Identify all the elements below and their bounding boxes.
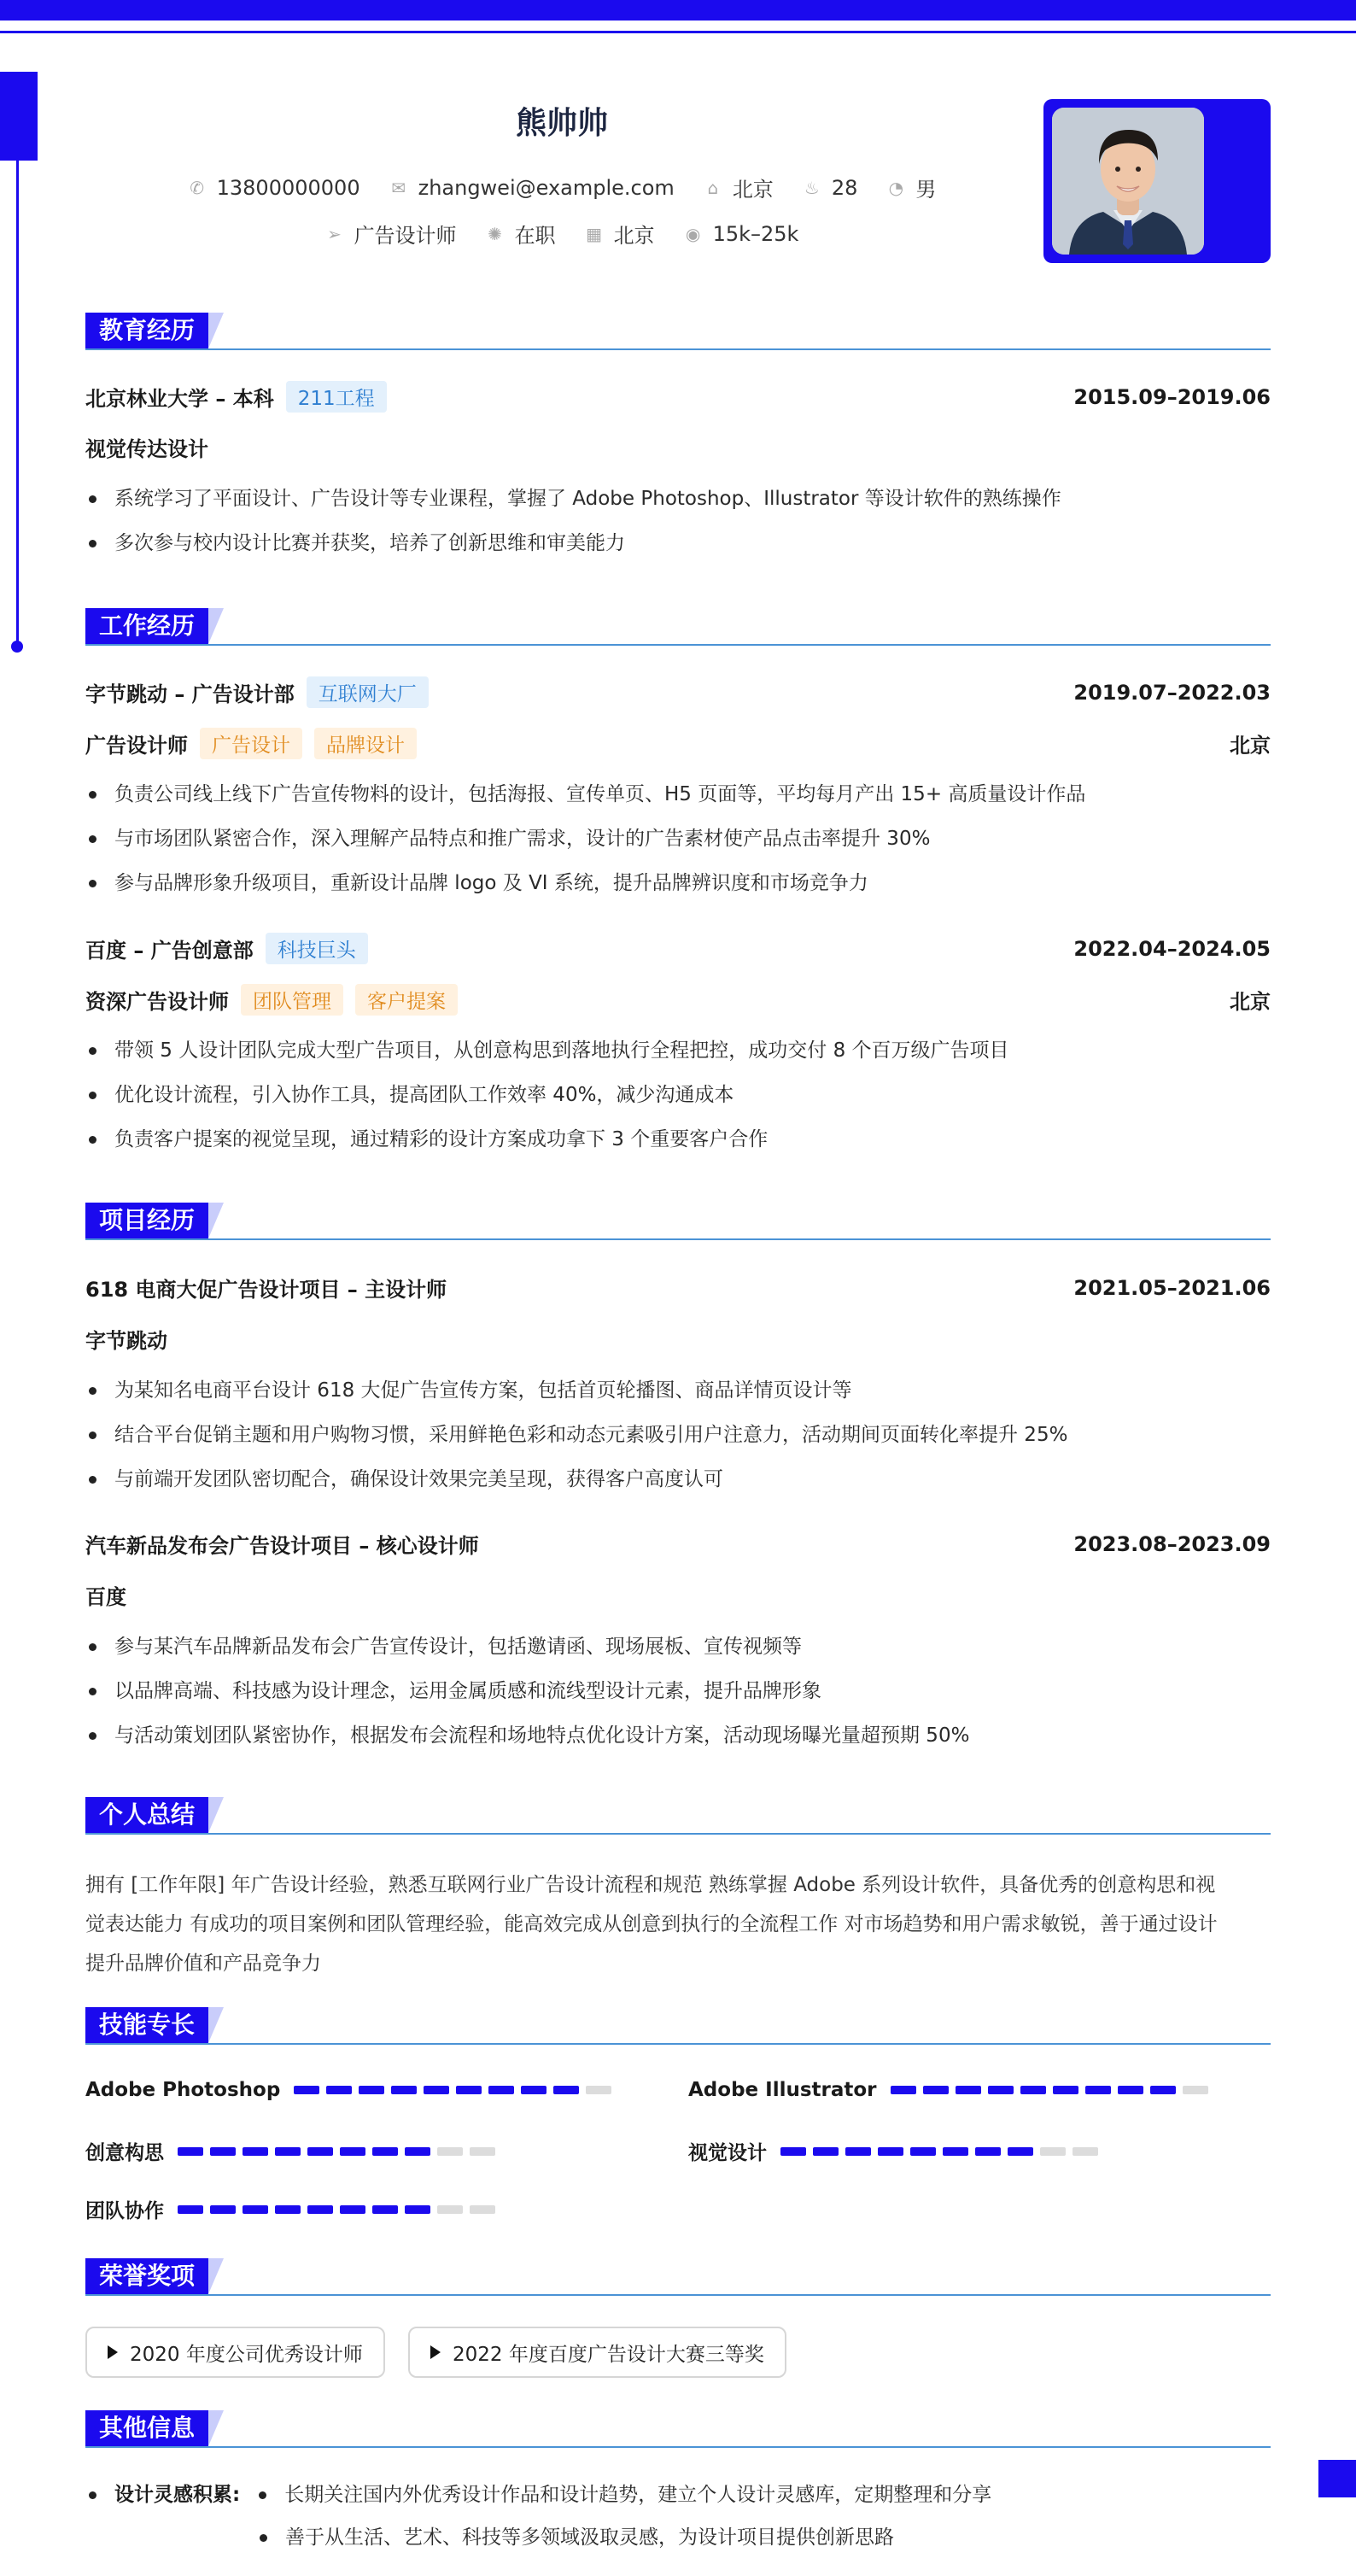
role-tag: 团队管理	[241, 984, 343, 1016]
job-role: 资深广告设计师	[85, 990, 229, 1014]
skill-segment-filled	[521, 2086, 546, 2094]
project-org-row	[85, 1324, 1271, 1354]
skill-segment-filled	[923, 2086, 949, 2094]
summary-line: 觉表达能力 有成功的项目案例和团队管理经验，能高效完成从创意到执行的全流程工作 对市场趋势和用户需求敏锐，善于通过设计	[85, 1913, 1218, 1935]
skill-segment-filled	[943, 2147, 968, 2156]
education-bullets	[85, 477, 1271, 565]
skill-segment-filled	[405, 2147, 430, 2156]
skill-item	[85, 2079, 611, 2101]
skill-segment-filled	[405, 2205, 430, 2214]
skill-segment-filled	[372, 2205, 398, 2214]
info-text: 广告设计师	[354, 224, 457, 248]
work-city: 北京	[1230, 734, 1271, 758]
skill-segment-filled	[878, 2147, 903, 2156]
salary-icon: ◉	[685, 223, 701, 244]
work-date: 2022.04–2024.05	[1073, 936, 1271, 961]
skill-name: Adobe Photoshop	[85, 2079, 281, 2101]
skill-name: 团队协作	[85, 2200, 164, 2222]
skill-segment-filled	[307, 2205, 333, 2214]
project-org: 字节跳动	[85, 1329, 167, 1353]
contact-row	[85, 173, 1038, 202]
work-date: 2019.07–2022.03	[1073, 680, 1271, 705]
role-tag: 客户提案	[355, 984, 458, 1016]
section-rule	[85, 2043, 1271, 2045]
role-tag: 品牌设计	[314, 728, 417, 759]
project-title: 汽车新品发布会广告设计项目 – 核心设计师	[85, 1534, 479, 1558]
top-accent-bar	[0, 0, 1356, 20]
skill-segment-empty	[586, 2086, 611, 2094]
info-text: 北京	[613, 224, 655, 248]
work-entry-header	[85, 676, 1271, 708]
award-text: 2022 年度百度广告设计大赛三等奖	[453, 2343, 764, 2366]
list-item: 多次参与校内设计比赛并获奖，培养了创新思维和审美能力	[85, 521, 1271, 565]
section-project-heading	[85, 1203, 1271, 1242]
section-rule	[85, 1833, 1271, 1835]
info-text: 13800000000	[216, 175, 360, 200]
section-rule	[85, 2446, 1271, 2448]
summary-line: 提升品牌价值和产品竞争力	[85, 1952, 321, 1975]
skill-item	[688, 2079, 1208, 2101]
info-text: 北京	[732, 178, 774, 202]
section-rule	[85, 1238, 1271, 1240]
list-item	[85, 2474, 1271, 2516]
skill-item	[85, 2137, 495, 2165]
sub-list-item: 长期关注国内外优秀设计作品和设计趋势，建立个人设计灵感库，定期整理和分享	[252, 2474, 991, 2516]
skill-segment-filled	[975, 2147, 1001, 2156]
play-triangle-icon	[108, 2345, 118, 2359]
skill-segment-filled	[178, 2205, 203, 2214]
photo-frame	[1043, 99, 1271, 263]
section-title: 教育经历	[85, 313, 208, 348]
skill-segment-filled	[845, 2147, 871, 2156]
skill-segment-filled	[1118, 2086, 1143, 2094]
skill-segment-filled	[1020, 2086, 1046, 2094]
education-entry-header	[85, 381, 1271, 413]
skill-level-bar	[178, 2205, 495, 2214]
award-text: 2020 年度公司优秀设计师	[130, 2343, 363, 2366]
section-title: 其他信息	[85, 2410, 208, 2446]
section-title: 技能专长	[85, 2007, 208, 2043]
skill-segment-filled	[307, 2147, 333, 2156]
skill-segment-filled	[891, 2086, 916, 2094]
section-summary-heading	[85, 1797, 1271, 1836]
info-item	[684, 222, 799, 246]
work-bullets	[85, 772, 1271, 905]
skill-segment-filled	[910, 2147, 936, 2156]
candidate-name: 熊帅帅	[515, 106, 608, 141]
other-key: 设计灵感积累:	[114, 2484, 241, 2506]
school-name: 北京林业大学 – 本科	[85, 387, 274, 411]
info-text: 15k–25k	[712, 221, 799, 246]
skill-segment-empty	[1040, 2147, 1066, 2156]
section-awards-heading	[85, 2258, 1271, 2298]
section-title: 项目经历	[85, 1203, 208, 1238]
project-org: 百度	[85, 1585, 126, 1609]
home-icon: ⌂	[707, 177, 719, 198]
project-org-row	[85, 1580, 1271, 1610]
list-item: 与前端开发团队密切配合，确保设计效果完美呈现，获得客户高度认可	[85, 1457, 1271, 1502]
skill-segment-filled	[243, 2147, 268, 2156]
list-item: 以品牌高端、科技感为设计理念，运用金属质感和流线型设计元素，提升品牌形象	[85, 1669, 1271, 1713]
section-rule	[85, 2294, 1271, 2296]
skill-segment-filled	[294, 2086, 319, 2094]
skill-segment-filled	[340, 2147, 365, 2156]
info-text: 28	[831, 175, 858, 200]
skill-segment-filled	[553, 2086, 579, 2094]
skill-segment-empty	[1073, 2147, 1098, 2156]
project-date: 2023.08–2023.09	[1073, 1531, 1271, 1556]
info-item	[486, 219, 556, 249]
skill-segment-filled	[456, 2086, 482, 2094]
company-name: 字节跳动 – 广告设计部	[85, 682, 295, 706]
job-intent-row	[85, 219, 1038, 249]
summary-line: 拥有 [工作年限] 年广告设计经验，熟悉互联网行业广告设计流程和规范 熟练掌握 Adobe 系列设计软件，具备优秀的创意构思和视	[85, 1874, 1216, 1896]
corner-accent-block	[1318, 2460, 1356, 2497]
skill-segment-filled	[813, 2147, 839, 2156]
info-item	[325, 219, 457, 249]
company-tag: 科技巨头	[266, 933, 368, 964]
skill-segment-empty	[470, 2205, 495, 2214]
award-chip	[85, 2327, 385, 2378]
skill-segment-filled	[488, 2086, 514, 2094]
mail-icon: ✉	[391, 177, 406, 198]
info-text: 在职	[514, 224, 556, 248]
company-tag: 互联网大厂	[307, 676, 429, 708]
list-item: 优化设计流程，引入协作工具，提高团队工作效率 40%，减少沟通成本	[85, 1073, 1271, 1117]
skill-segment-empty	[470, 2147, 495, 2156]
info-item	[585, 219, 655, 249]
skill-segment-empty	[437, 2205, 463, 2214]
section-rule	[85, 644, 1271, 646]
skill-segment-filled	[340, 2205, 365, 2214]
skill-segment-filled	[1085, 2086, 1111, 2094]
other-info	[85, 2474, 1271, 2549]
summary-text	[85, 1865, 1271, 1983]
skill-item	[85, 2195, 495, 2223]
school-tag: 211工程	[286, 381, 387, 413]
skill-level-bar	[780, 2147, 1098, 2156]
section-title: 荣誉奖项	[85, 2258, 208, 2294]
list-item: 参与品牌形象升级项目，重新设计品牌 logo 及 VI 系统，提升品牌辨识度和市场竞争力	[85, 861, 1271, 905]
building-icon: ▦	[586, 223, 603, 244]
section-title: 工作经历	[85, 608, 208, 644]
project-bullets	[85, 1625, 1271, 1758]
skill-level-bar	[891, 2086, 1208, 2094]
skill-level-bar	[178, 2147, 495, 2156]
resume-header	[85, 94, 1271, 273]
status-icon: ✺	[488, 223, 502, 244]
project-bullets	[85, 1368, 1271, 1502]
project-date: 2021.05–2021.06	[1073, 1275, 1271, 1300]
section-rule	[85, 348, 1271, 350]
list-item: 系统学习了平面设计、广告设计等专业课程，掌握了 Adobe Photoshop、Illustrator 等设计软件的熟练操作	[85, 477, 1271, 521]
list-item: 与市场团队紧密合作，深入理解产品特点和推广需求，设计的广告素材使产品点击率提升 30%	[85, 817, 1271, 861]
skill-segment-empty	[437, 2147, 463, 2156]
skill-segment-filled	[988, 2086, 1014, 2094]
top-accent-line	[0, 31, 1356, 33]
skill-segment-filled	[424, 2086, 449, 2094]
info-item	[803, 176, 858, 200]
education-date: 2015.09–2019.06	[1073, 384, 1271, 409]
section-skills-heading	[85, 2007, 1271, 2046]
skill-segment-filled	[275, 2205, 301, 2214]
list-item: 结合平台促销主题和用户购物习惯，采用鲜艳色彩和动态元素吸引用户注意力，活动期间页面转化率提升 25%	[85, 1413, 1271, 1457]
project-entry-header	[85, 1273, 1271, 1303]
skill-segment-filled	[956, 2086, 981, 2094]
section-education-heading	[85, 313, 1271, 352]
list-item: 参与某汽车品牌新品发布会广告宣传设计，包括邀请函、现场展板、宣传视频等	[85, 1625, 1271, 1669]
skill-item	[688, 2137, 1098, 2165]
skill-name: Adobe Illustrator	[688, 2079, 877, 2101]
avatar	[1052, 108, 1204, 255]
phone-icon: ✆	[190, 177, 204, 198]
award-chip	[408, 2327, 786, 2378]
cake-icon: ♨	[804, 177, 820, 198]
info-item	[188, 176, 360, 200]
skill-segment-filled	[1150, 2086, 1176, 2094]
skill-segment-filled	[1053, 2086, 1078, 2094]
section-other-heading	[85, 2410, 1271, 2450]
skill-segment-filled	[275, 2147, 301, 2156]
list-item: 为某知名电商平台设计 618 大促广告宣传方案，包括首页轮播图、商品详情页设计等	[85, 1368, 1271, 1413]
skill-segment-filled	[359, 2086, 384, 2094]
skill-segment-filled	[326, 2086, 352, 2094]
skill-segment-empty	[1183, 2086, 1208, 2094]
skill-name: 视觉设计	[688, 2142, 767, 2164]
send-icon: ➢	[327, 223, 342, 244]
left-timeline-dot	[11, 641, 23, 653]
company-name: 百度 – 广告创意部	[85, 939, 254, 963]
list-item: 负责客户提案的视觉呈现，通过精彩的设计方案成功拿下 3 个重要客户合作	[85, 1117, 1271, 1162]
gender-icon: ◔	[888, 177, 904, 198]
skill-level-bar	[294, 2086, 611, 2094]
info-text: zhangwei@example.com	[418, 175, 675, 200]
work-role-row	[85, 984, 1271, 1016]
skill-segment-filled	[1008, 2147, 1033, 2156]
work-bullets	[85, 1028, 1271, 1162]
work-entry-header	[85, 933, 1271, 964]
list-item: 负责公司线上线下广告宣传物料的设计，包括海报、宣传单页、H5 页面等，平均每月产出 15+ 高质量设计作品	[85, 772, 1271, 817]
major: 视觉传达设计	[85, 437, 208, 461]
sub-list-item: 善于从生活、艺术、科技等多领域汲取灵感，为设计项目提供创新思路	[253, 2516, 894, 2559]
left-accent-tab	[0, 72, 38, 161]
skill-segment-filled	[391, 2086, 417, 2094]
project-title: 618 电商大促广告设计项目 – 主设计师	[85, 1278, 447, 1302]
skill-segment-filled	[372, 2147, 398, 2156]
list-item: 与活动策划团队紧密协作，根据发布会流程和场地特点优化设计方案，活动现场曝光量超预期 50%	[85, 1713, 1271, 1758]
section-work-heading	[85, 608, 1271, 647]
skill-name: 创意构思	[85, 2142, 164, 2164]
skill-segment-filled	[210, 2147, 236, 2156]
play-triangle-icon	[430, 2345, 441, 2359]
education-major-row	[85, 432, 1271, 462]
project-entry-header	[85, 1529, 1271, 1559]
skill-segment-filled	[178, 2147, 203, 2156]
info-item	[886, 173, 936, 202]
work-city: 北京	[1230, 990, 1271, 1014]
list-item: 带领 5 人设计团队完成大型广告项目，从创意构思到落地执行全程把控，成功交付 8 个百万级广告项目	[85, 1028, 1271, 1073]
work-role-row	[85, 728, 1271, 759]
role-tag: 广告设计	[200, 728, 302, 759]
left-timeline-line	[16, 161, 19, 644]
skill-segment-filled	[780, 2147, 806, 2156]
section-title: 个人总结	[85, 1797, 208, 1833]
job-role: 广告设计师	[85, 734, 188, 758]
skill-segment-filled	[243, 2205, 268, 2214]
info-item	[389, 176, 675, 200]
info-text: 男	[915, 178, 937, 202]
info-item	[704, 173, 774, 202]
skill-segment-filled	[210, 2205, 236, 2214]
